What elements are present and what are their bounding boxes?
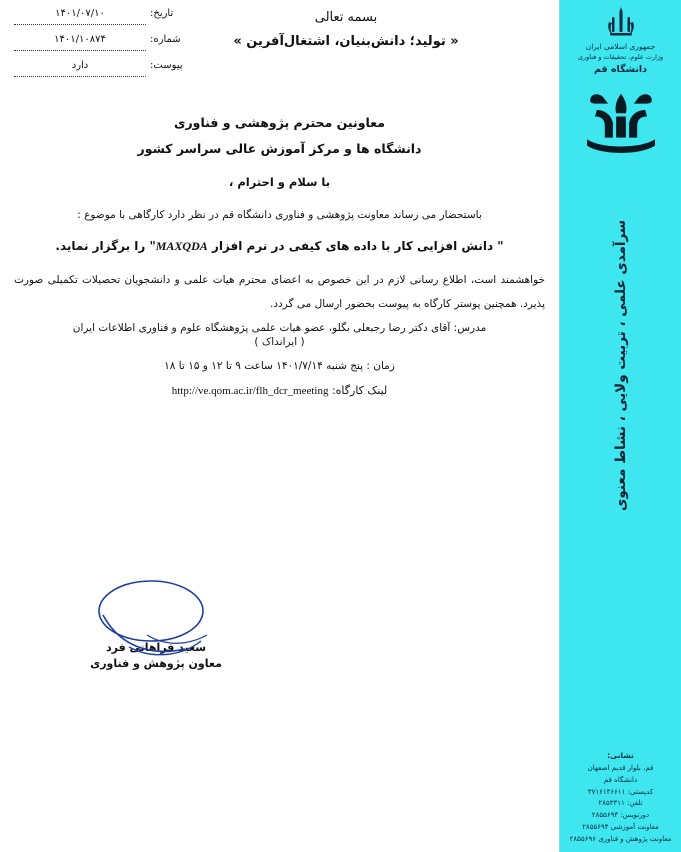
workshop-title-prefix: " دانش افزایی کار با داده های کیفی در نرم افزار xyxy=(207,238,504,253)
workshop-link-row xyxy=(10,384,549,397)
contact-address-line-1: قم، بلوار قدیم اصفهان xyxy=(587,763,654,772)
meta-label-date: تاریخ: xyxy=(150,8,174,19)
contact-extra-value-1: ۲۸۵۵۶۹۴ xyxy=(582,823,609,832)
contact-extra-label-2: معاونت پژوهش و فناوری xyxy=(598,835,672,844)
letter-body xyxy=(10,110,549,397)
meta-row-number xyxy=(14,34,194,60)
greeting-text: با سلام و احترام ، xyxy=(228,174,331,189)
org-line-1: جمهوری اسلامی ایران xyxy=(585,42,656,51)
workshop-link-label: لینک کارگاه: xyxy=(331,383,388,397)
intro-paragraph: باستحضار می رساند معاونت پژوهشی و فناوری دانشگاه قم در نظر دارد کارگاهی با موضوع : xyxy=(77,208,482,221)
meta-value-date: ۱۴۰۱/۰۷/۱۰ xyxy=(14,8,146,25)
meta-label-number: شماره: xyxy=(150,34,181,45)
instructor-line: مدرس: آقای دکتر رضا رجبعلی بگلو، عضو هیات علمی پژوهشگاه علوم و فناوری اطلاعات ایران xyxy=(72,321,487,334)
sidebar-organization xyxy=(578,42,663,77)
addressee-line-1: معاونین محترم پژوهشی و فناوری xyxy=(174,115,385,130)
contact-postal-row xyxy=(560,787,681,799)
addressee-line-2: دانشگاه ها و مرکز آموزش عالی سراسر کشور xyxy=(137,141,422,157)
meta-value-number: ۱۴۰۱/۱۰۸۷۴ xyxy=(14,34,146,51)
workshop-software-name: MAXQDA xyxy=(155,238,208,253)
letter-meta-box xyxy=(14,8,194,86)
letterhead-sidebar xyxy=(560,0,681,852)
contact-fax-label: دورنویس: xyxy=(620,811,650,820)
national-motto: « تولید؛ دانش‌بنیان، اشتغال‌آفرین » xyxy=(233,34,459,49)
meta-value-attachment: دارد xyxy=(14,60,146,77)
contact-extra-row-2 xyxy=(560,834,681,846)
signature-stamp-icon xyxy=(89,575,239,670)
addressee-block xyxy=(10,110,549,163)
contact-postal-value: ۳۷۱۶۱۴۶۶۱۱ xyxy=(587,787,626,796)
sidebar-contact-block xyxy=(560,750,681,846)
workshop-link-url[interactable]: http://ve.qom.ac.ir/flh_dcr_meeting xyxy=(171,384,329,397)
contact-extra-row-1 xyxy=(560,822,681,834)
instructor-affiliation-short: ( ایرانداک ) xyxy=(254,335,305,348)
signatory-name: سعید فراهانی فرد xyxy=(105,641,207,654)
schedule-line: زمان : پنج شنبه ۱۴۰۱/۷/۱۴ ساعت ۹ تا ۱۲ و ۱۵ تا ۱۸ xyxy=(164,359,395,372)
workshop-title-line xyxy=(10,239,549,254)
contact-address-line-2: دانشگاه قم xyxy=(603,775,638,784)
meta-label-attachment: پیوست: xyxy=(150,60,183,71)
contact-postal-label: کدپستی: xyxy=(627,787,654,796)
meta-row-date xyxy=(14,8,194,34)
org-line-3: دانشگاه قم xyxy=(593,64,648,76)
workshop-title-suffix: " را برگزار نماید. xyxy=(55,238,156,253)
contact-extra-value-2: ۲۸۵۵۶۹۶ xyxy=(569,835,596,844)
sidebar-slogan: سرآمدی علمی ، تربیت ولایی ، نشاط معنوی xyxy=(612,219,629,511)
org-line-2: وزارت علوم، تحقیقات و فناوری xyxy=(577,52,664,61)
meta-row-attachment xyxy=(14,60,194,86)
contact-fax-value: ۲۸۵۵۶۹۴ xyxy=(591,811,619,820)
contact-address-label: نشانی: xyxy=(607,751,634,761)
contact-phone-label: تلفن: xyxy=(627,799,643,808)
request-paragraph: خواهشمند است، اطلاع رسانی لازم در این خصوص به اعضای محترم هیات علمی و دانشجویان تحصیلات تکمیلی صورت پذیرد. همچنین پوستر کارگاه به پیوست بحضور ارسال می گردد. xyxy=(14,273,545,310)
iran-emblem-icon xyxy=(606,6,636,40)
contact-fax-row xyxy=(560,810,681,822)
bismillah-text: بسمه تعالی xyxy=(314,10,378,25)
contact-extra-label-1: معاونت آموزشی xyxy=(610,823,659,832)
contact-phone-row xyxy=(560,798,681,810)
signature-block xyxy=(61,575,251,670)
qom-university-logo-icon xyxy=(580,89,662,157)
contact-phone-value: ۲۸۵۳۳۱۱ xyxy=(598,799,625,808)
signatory-title: معاون پژوهش و فناوری xyxy=(90,657,222,670)
